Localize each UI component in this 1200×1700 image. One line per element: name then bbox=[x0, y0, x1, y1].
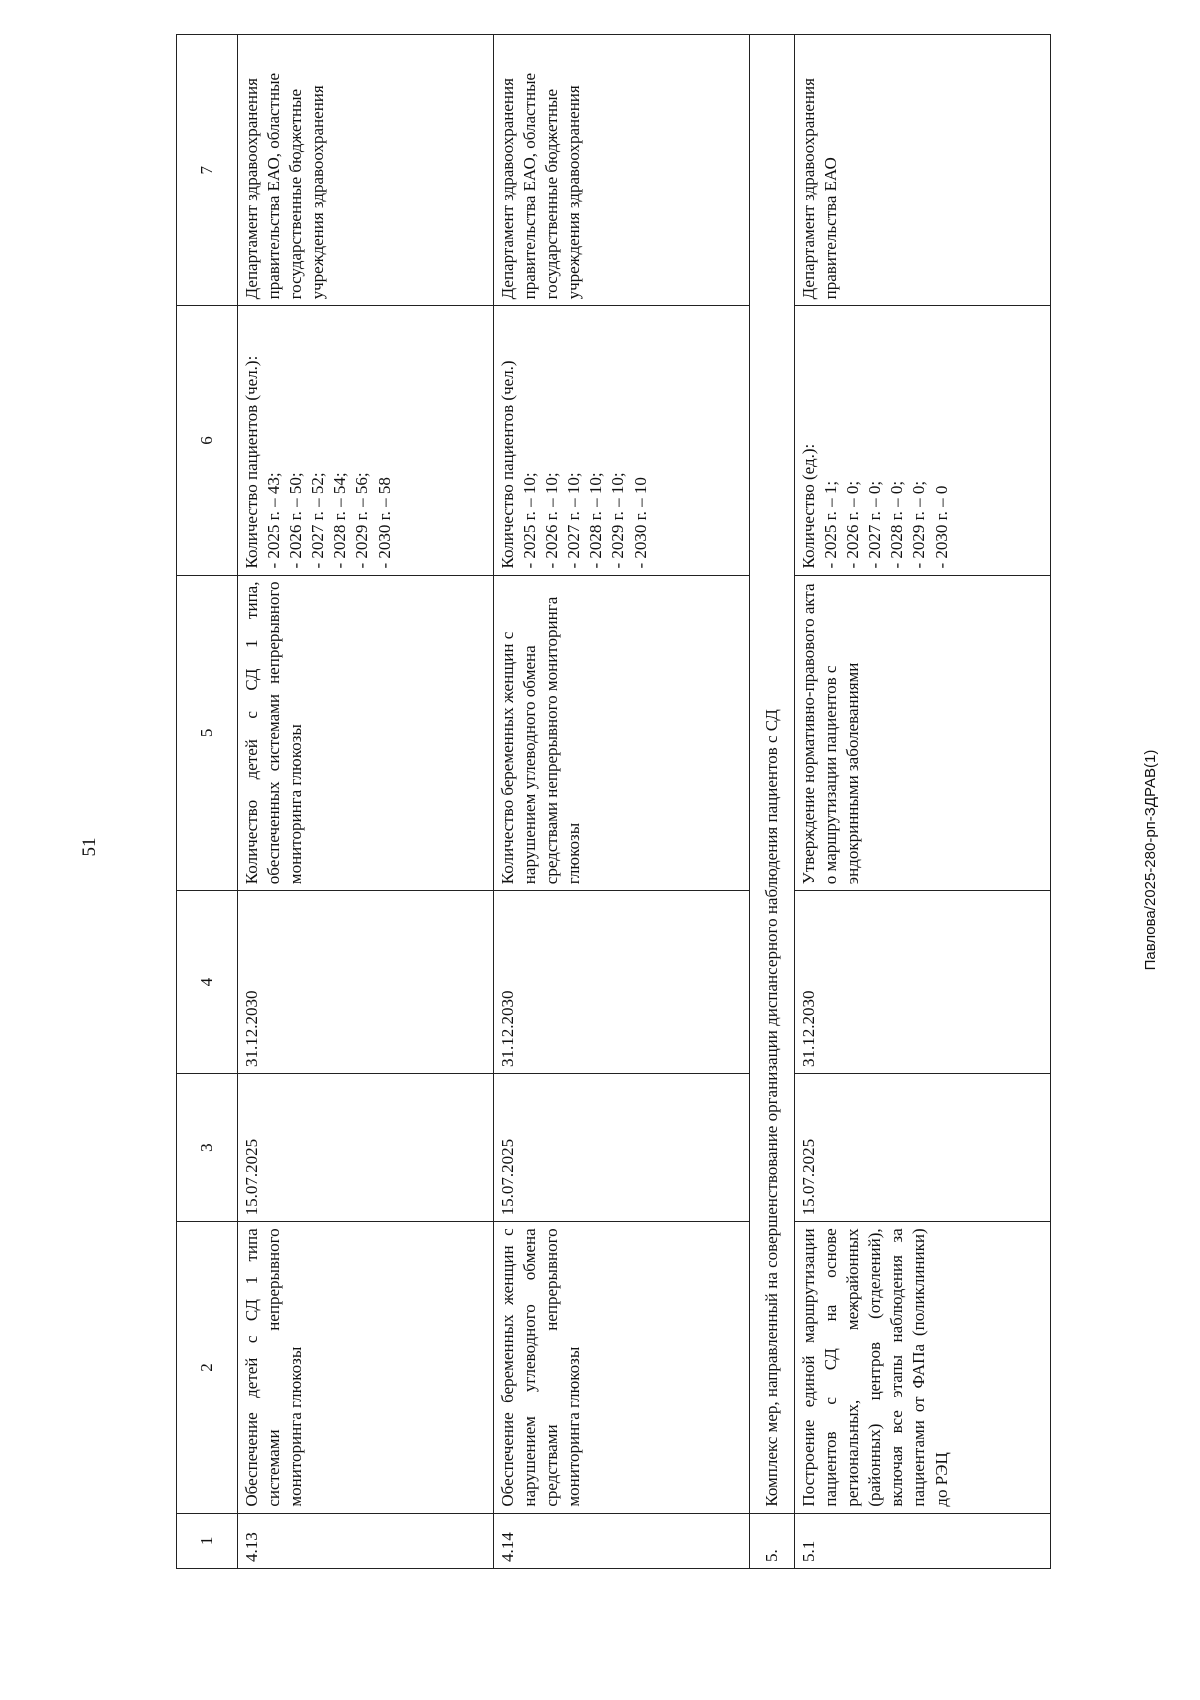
section-number: 5. bbox=[750, 1513, 795, 1568]
indicator-cell: Утверждение нормативно-правового акта о маршрутизации пациентов с эндокринными заболеваниями bbox=[795, 575, 1051, 891]
values-cell bbox=[494, 306, 750, 575]
values-title: Количество пациентов (чел.): bbox=[242, 355, 261, 569]
value-line: - 2028 г. – 10; bbox=[586, 472, 606, 569]
measure-cell: Обеспечение детей с СД 1 типа системами непрерывного мониторинга глюкозы bbox=[238, 1222, 494, 1513]
header-col-1: 1 bbox=[177, 1513, 238, 1568]
responsible-cell: Департамент здравоохранения правительства ЕАО bbox=[795, 35, 1051, 306]
value-line: - 2025 г. – 1; bbox=[821, 480, 841, 569]
header-col-4: 4 bbox=[177, 891, 238, 1074]
rotated-table-container bbox=[176, 34, 1051, 1569]
responsible-cell: Департамент здравоохранения правительства ЕАО, областные государственные бюджетные учреждения здравоохранения bbox=[238, 35, 494, 306]
responsible-cell: Департамент здравоохранения правительства ЕАО, областные государственные бюджетные учреждения здравоохранения bbox=[494, 35, 750, 306]
value-line: - 2028 г. – 54; bbox=[330, 472, 350, 569]
value-line: - 2027 г. – 0; bbox=[865, 480, 885, 569]
values-cell bbox=[795, 306, 1051, 575]
header-col-2: 2 bbox=[177, 1222, 238, 1513]
header-col-7: 7 bbox=[177, 35, 238, 306]
value-line: - 2026 г. – 0; bbox=[843, 480, 863, 569]
row-number: 4.14 bbox=[494, 1513, 750, 1568]
value-line: - 2029 г. – 0; bbox=[909, 480, 929, 569]
row-number: 5.1 bbox=[795, 1513, 1051, 1568]
end-date-cell: 31.12.2030 bbox=[238, 891, 494, 1074]
header-row bbox=[177, 35, 238, 1569]
values-title: Количество пациентов (чел.) bbox=[498, 360, 517, 569]
start-date-cell: 15.07.2025 bbox=[494, 1073, 750, 1221]
table-row bbox=[795, 35, 1051, 1569]
measure-cell: Обеспечение беременных женщин с нарушением углеводного обмена средствами непрерывного мониторинга глюкозы bbox=[494, 1222, 750, 1513]
start-date-cell: 15.07.2025 bbox=[238, 1073, 494, 1221]
value-line: - 2030 г. – 10 bbox=[630, 477, 650, 569]
section-title: Комплекс мер, направленный на совершенствование организации диспансерного наблюдения пациентов с СД bbox=[750, 35, 795, 1514]
measure-cell: Построение единой маршрутизации пациентов с СД на основе региональных, межрайонных (районных) центров (отделений), включая все этапы наблюдения за пациентами от ФАПа (поликлиники) до РЭЦ bbox=[795, 1222, 1051, 1513]
value-line: - 2027 г. – 52; bbox=[308, 472, 328, 569]
section-row bbox=[750, 35, 795, 1569]
page-number: 51 bbox=[79, 837, 100, 857]
header-col-6: 6 bbox=[177, 306, 238, 575]
value-line: - 2030 г. – 0 bbox=[931, 485, 951, 569]
indicator-cell: Количество детей с СД 1 типа, обеспеченных системами непрерывного мониторинга глюкозы bbox=[238, 575, 494, 891]
plan-table bbox=[176, 34, 1051, 1569]
value-line: - 2029 г. – 56; bbox=[352, 472, 372, 569]
value-line: - 2027 г. – 10; bbox=[564, 472, 584, 569]
header-col-3: 3 bbox=[177, 1073, 238, 1221]
value-line: - 2028 г. – 0; bbox=[887, 480, 907, 569]
start-date-cell: 15.07.2025 bbox=[795, 1073, 1051, 1221]
row-number: 4.13 bbox=[238, 1513, 494, 1568]
value-line: - 2025 г. – 43; bbox=[264, 472, 284, 569]
table-row bbox=[238, 35, 494, 1569]
value-line: - 2029 г. – 10; bbox=[608, 472, 628, 569]
value-line: - 2026 г. – 10; bbox=[542, 472, 562, 569]
value-line: - 2030 г. – 58 bbox=[374, 477, 394, 569]
document-reference: Павлова/2025-280-рп-ЗДРАВ(1) bbox=[1142, 749, 1159, 971]
values-cell bbox=[238, 306, 494, 575]
end-date-cell: 31.12.2030 bbox=[494, 891, 750, 1074]
table-row bbox=[494, 35, 750, 1569]
value-line: - 2026 г. – 50; bbox=[286, 472, 306, 569]
indicator-cell: Количество беременных женщин с нарушением углеводного обмена средствами непрерывного мониторинга глюкозы bbox=[494, 575, 750, 891]
header-col-5: 5 bbox=[177, 575, 238, 891]
value-line: - 2025 г. – 10; bbox=[520, 472, 540, 569]
end-date-cell: 31.12.2030 bbox=[795, 891, 1051, 1074]
values-title: Количество (ед.): bbox=[799, 443, 818, 569]
